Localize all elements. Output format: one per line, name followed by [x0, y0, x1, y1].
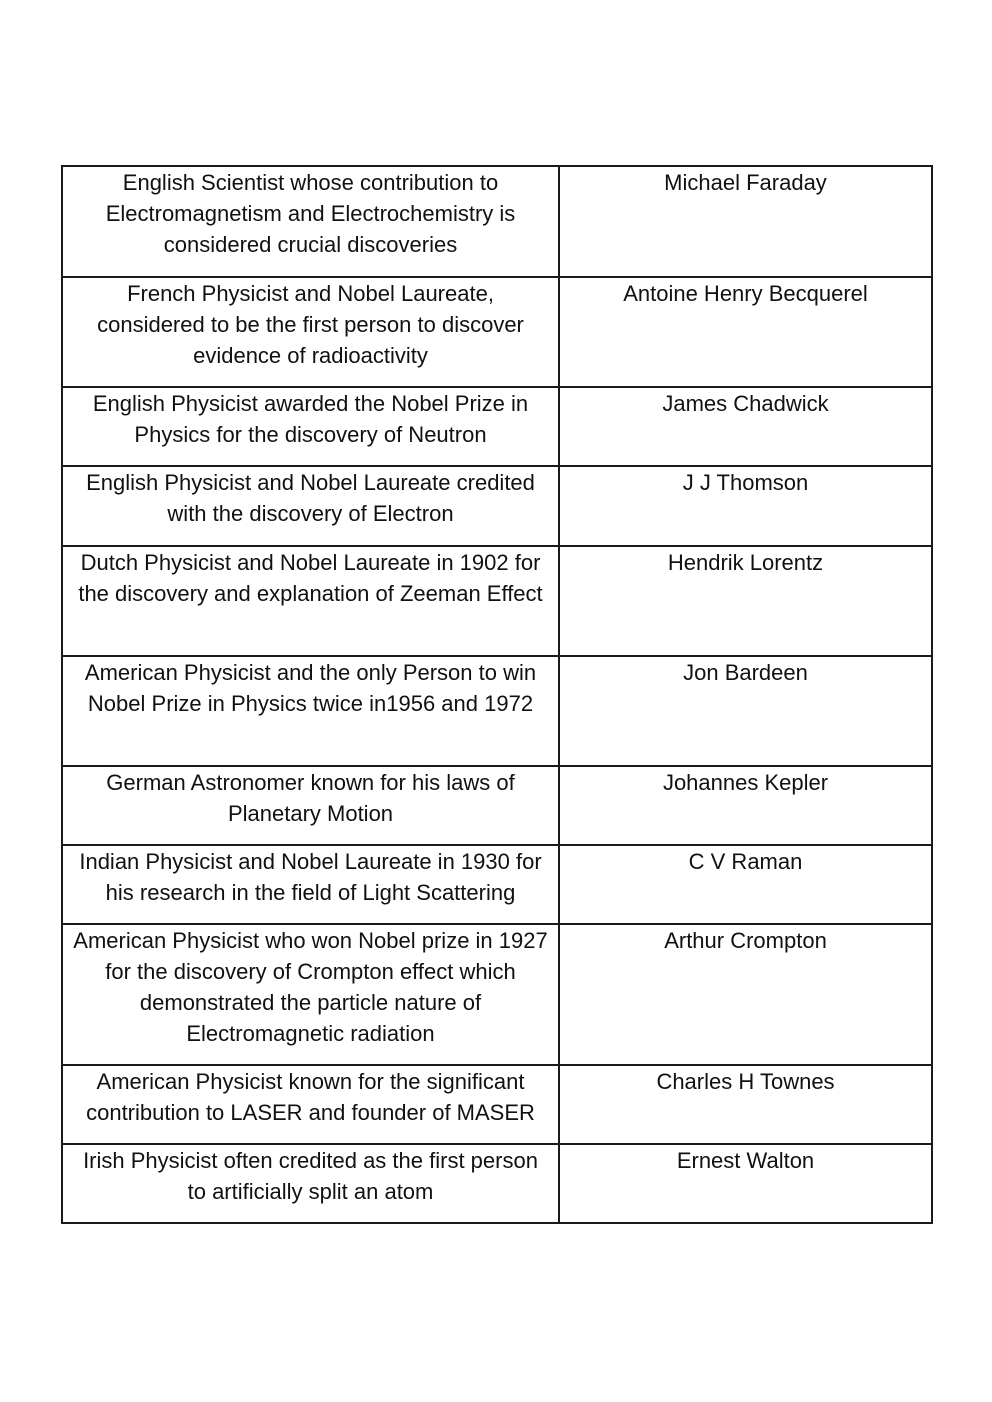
description-cell: American Physicist and the only Person to win Nobel Prize in Physics twice in1956 and 1972 — [62, 656, 559, 766]
table-row — [62, 466, 932, 546]
description-cell: American Physicist known for the significant contribution to LASER and founder of MASER — [62, 1065, 559, 1144]
description-cell: German Astronomer known for his laws of Planetary Motion — [62, 766, 559, 845]
scientist-name-cell: Ernest Walton — [559, 1144, 932, 1223]
scientist-name-cell: C V Raman — [559, 845, 932, 924]
scientist-name-cell: James Chadwick — [559, 387, 932, 466]
description-cell: Irish Physicist often credited as the first person to artificially split an atom — [62, 1144, 559, 1223]
scientist-name-cell: Hendrik Lorentz — [559, 546, 932, 656]
table-row — [62, 845, 932, 924]
table-row — [62, 766, 932, 845]
table-row — [62, 277, 932, 387]
description-cell: French Physicist and Nobel Laureate, considered to be the first person to discover evidence of radioactivity — [62, 277, 559, 387]
table-row — [62, 656, 932, 766]
table-row — [62, 1065, 932, 1144]
table-row — [62, 387, 932, 466]
table-row — [62, 924, 932, 1065]
scientist-name-cell: Johannes Kepler — [559, 766, 932, 845]
scientist-name-cell: J J Thomson — [559, 466, 932, 546]
description-cell: American Physicist who won Nobel prize in 1927 for the discovery of Crompton effect which demonstrated the particle nature of Electromagnetic radiation — [62, 924, 559, 1065]
scientists-table — [61, 165, 933, 1224]
description-cell: Indian Physicist and Nobel Laureate in 1930 for his research in the field of Light Scattering — [62, 845, 559, 924]
description-cell: Dutch Physicist and Nobel Laureate in 1902 for the discovery and explanation of Zeeman Effect — [62, 546, 559, 656]
scientist-name-cell: Charles H Townes — [559, 1065, 932, 1144]
table-row — [62, 1144, 932, 1223]
table-row — [62, 166, 932, 277]
description-cell: English Scientist whose contribution to Electromagnetism and Electrochemistry is considered crucial discoveries — [62, 166, 559, 277]
scientists-table-container — [61, 165, 931, 1224]
table-row — [62, 546, 932, 656]
scientist-name-cell: Jon Bardeen — [559, 656, 932, 766]
description-cell: English Physicist awarded the Nobel Prize in Physics for the discovery of Neutron — [62, 387, 559, 466]
scientist-name-cell: Antoine Henry Becquerel — [559, 277, 932, 387]
description-cell: English Physicist and Nobel Laureate credited with the discovery of Electron — [62, 466, 559, 546]
scientist-name-cell: Michael Faraday — [559, 166, 932, 277]
scientist-name-cell: Arthur Crompton — [559, 924, 932, 1065]
